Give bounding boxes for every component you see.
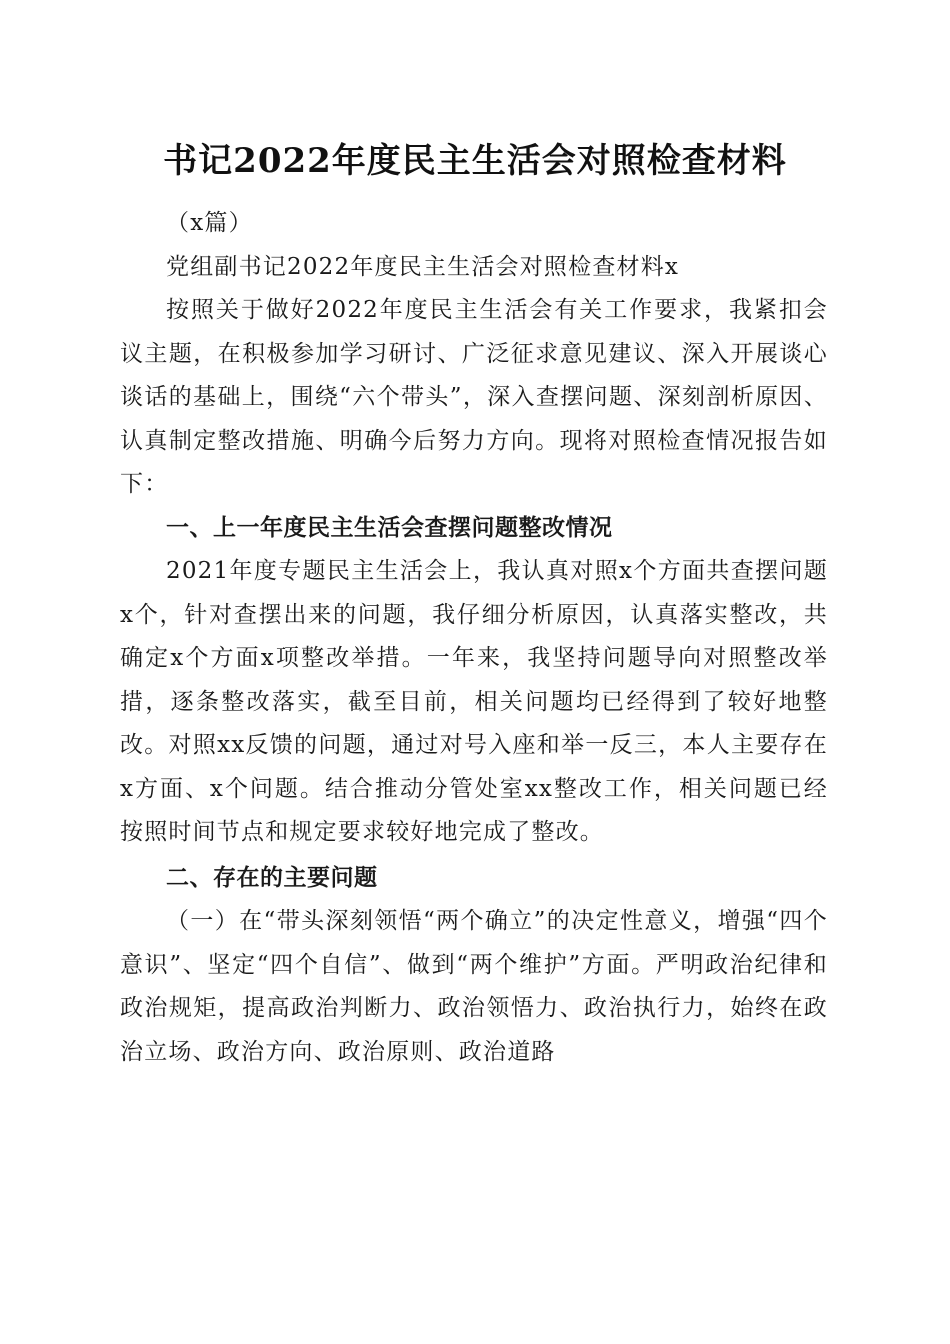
document-name: 党组副书记2022年度民主生活会对照检查材料x xyxy=(166,253,680,280)
section1-heading: 一、上一年度民主生活会查摆问题整改情况 xyxy=(166,514,613,541)
section2-heading: 二、存在的主要问题 xyxy=(166,864,378,891)
subtitle: （x篇） xyxy=(166,210,253,236)
intro-paragraph: 按照关于做好2022年度民主生活会有关工作要求，我紧扣会议主题，在积极参加学习研讨、广泛征求意见建议、深入开展谈心谈话的基础上，围绕“六个带头”，深入查摆问题、深刻剖析原因、认真制定整改措施、明确今后努力方向。现将对照检查情况报告如下： xyxy=(120,297,828,497)
section1-paragraph: 2021年度专题民主生活会上，我认真对照x个方面共查摆问题x个，针对查摆出来的问题，我仔细分析原因，认真落实整改，共确定x个方面x项整改举措。一年来，我坚持问题导向对照整改举措，逐条整改落实，截至目前，相关问题均已经得到了较好地整改。对照xx反馈的问题，通过对号入座和举一反三，本人主要存在x方面、x个问题。结合推动分管处室xx整改工作，相关问题已经按照时间节点和规定要求较好地完成了整改。 xyxy=(120,558,828,845)
document-body xyxy=(120,202,828,1074)
document-title: 书记2022年度民主生活会对照检查材料 xyxy=(163,141,787,181)
section2-item1-paragraph: （一）在“带头深刻领悟“两个确立”的决定性意义，增强“四个意识”、坚定“四个自信”、做到“两个维护”方面。严明政治纪律和政治规矩，提高政治判断力、政治领悟力、政治执行力，始终在政治立场、政治方向、政治原则、政治道路 xyxy=(120,908,828,1065)
